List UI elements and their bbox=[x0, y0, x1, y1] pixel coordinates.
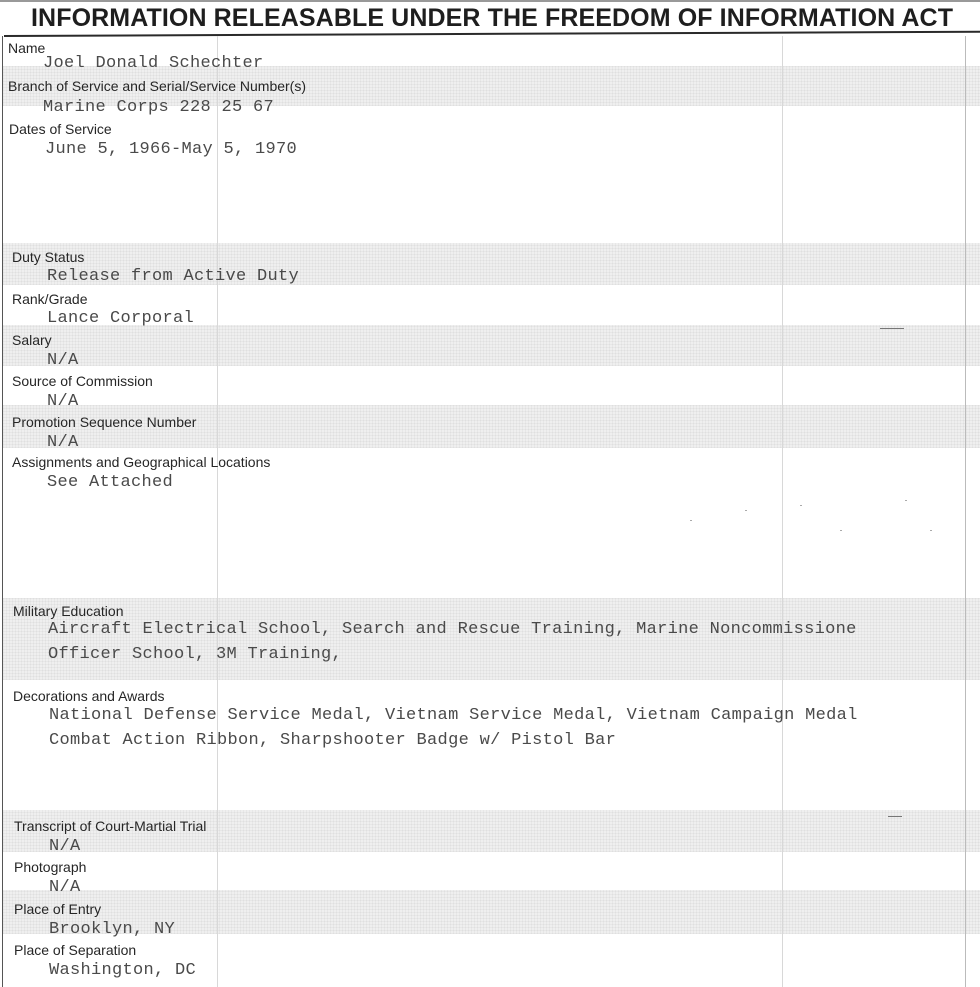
duty-status-value: Release from Active Duty bbox=[47, 267, 300, 286]
education-line: Aircraft Electrical School, Search and Rescue Training, Marine Noncommissione bbox=[48, 620, 857, 639]
branch-value: Marine Corps 228 25 67 bbox=[43, 98, 275, 117]
education-line: Officer School, 3M Training, bbox=[48, 645, 343, 664]
dates-value: June 5, 1966-May 5, 1970 bbox=[45, 140, 298, 159]
salary-value: N/A bbox=[47, 351, 79, 370]
rank-label: Rank/Grade bbox=[12, 291, 88, 307]
scan-speck bbox=[905, 500, 907, 501]
scan-band bbox=[3, 325, 980, 366]
scan-line bbox=[217, 36, 218, 987]
assignments-label: Assignments and Geographical Locations bbox=[12, 454, 271, 470]
scan-speck bbox=[690, 520, 692, 521]
entry-label: Place of Entry bbox=[14, 901, 102, 917]
separation-label: Place of Separation bbox=[14, 942, 137, 958]
scan-speck bbox=[888, 816, 902, 817]
scan-speck bbox=[800, 505, 802, 506]
rank-value: Lance Corporal bbox=[47, 309, 195, 328]
entry-value: Brooklyn, NY bbox=[49, 920, 176, 939]
scan-line bbox=[782, 36, 783, 987]
assignments-value: See Attached bbox=[47, 473, 174, 492]
promotion-value: N/A bbox=[47, 433, 79, 452]
scan-speck bbox=[745, 510, 747, 511]
scan-line bbox=[965, 36, 966, 987]
education-label: Military Education bbox=[13, 603, 124, 619]
scan-band bbox=[3, 598, 980, 680]
awards-line: National Defense Service Medal, Vietnam Service Medal, Vietnam Campaign Medal bbox=[49, 706, 858, 725]
scan-speck bbox=[930, 530, 932, 531]
court-martial-label: Transcript of Court-Martial Trial bbox=[14, 818, 207, 834]
awards-line: Combat Action Ribbon, Sharpshooter Badge w/ Pistol Bar bbox=[49, 731, 617, 750]
photograph-value: N/A bbox=[49, 878, 81, 897]
promotion-label: Promotion Sequence Number bbox=[12, 414, 197, 430]
branch-label: Branch of Service and Serial/Service Number(s) bbox=[8, 78, 307, 94]
awards-label: Decorations and Awards bbox=[13, 688, 165, 704]
page-header bbox=[0, 0, 980, 36]
duty-status-label: Duty Status bbox=[12, 249, 85, 265]
commission-value: N/A bbox=[47, 392, 79, 411]
scan-speck bbox=[880, 328, 904, 329]
commission-label: Source of Commission bbox=[12, 373, 153, 389]
dates-label: Dates of Service bbox=[9, 121, 112, 137]
court-martial-value: N/A bbox=[49, 837, 81, 856]
name-value: Joel Donald Schechter bbox=[43, 54, 264, 73]
separation-value: Washington, DC bbox=[49, 961, 197, 980]
salary-label: Salary bbox=[12, 332, 52, 348]
name-label: Name bbox=[8, 40, 46, 56]
page-title: INFORMATION RELEASABLE UNDER THE FREEDOM OF INFORMATION ACT bbox=[31, 4, 954, 32]
left-border bbox=[2, 36, 3, 987]
scan-speck bbox=[840, 530, 842, 531]
photograph-label: Photograph bbox=[14, 859, 87, 875]
